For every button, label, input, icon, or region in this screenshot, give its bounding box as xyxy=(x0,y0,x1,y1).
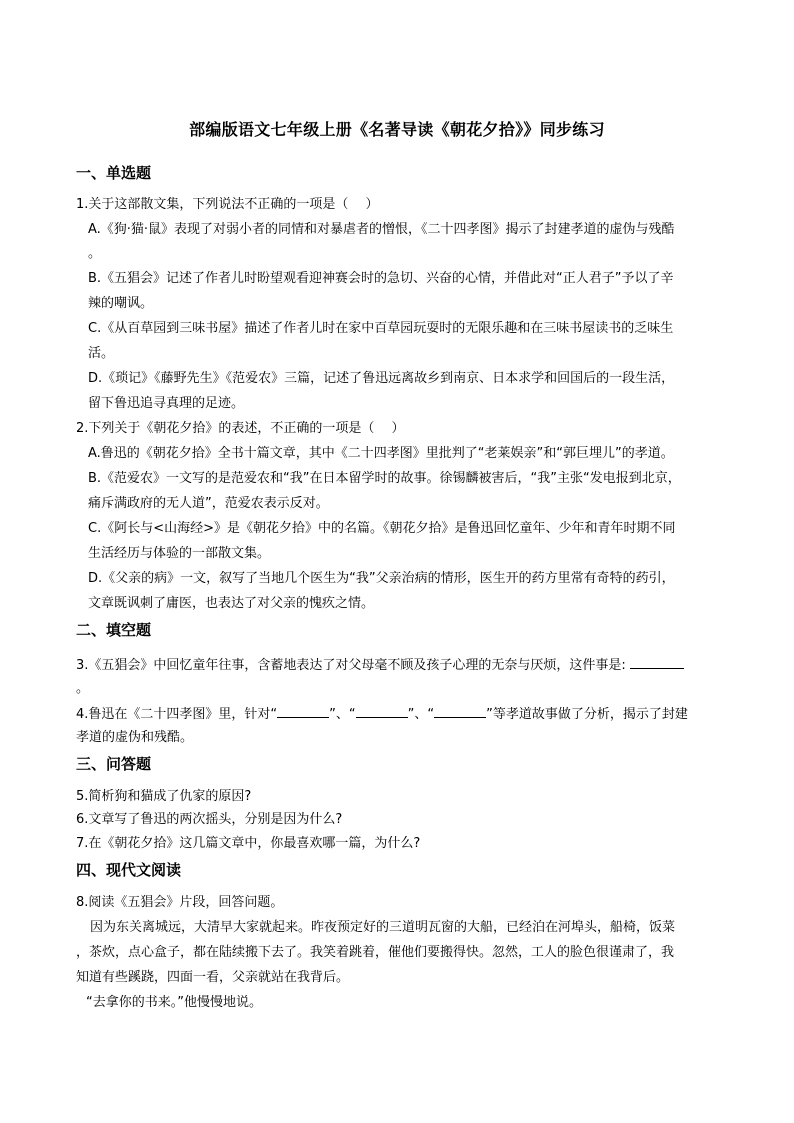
question-2-option-d: D.《父亲的病》一文，叙写了当地几个医生为“我”父亲治病的情形，医生开的药方里常有奇特的药引， xyxy=(88,571,675,586)
question-3-line2: 。 xyxy=(76,681,90,696)
question-1-option-a-cont: 。 xyxy=(88,246,102,261)
question-1-option-c: C.《从百草园到三味书屋》描述了作者儿时在家中百草园玩耍时的无限乐趣和在三味书屋读书的乏味生 xyxy=(88,321,674,336)
question-2-stem: 2.下列关于《朝花夕拾》的表述，不正确的一项是（ ） xyxy=(76,421,405,436)
question-1-option-d: D.《琐记》《藤野先生》《范爱农》三篇，记述了鲁迅远离故乡到南京、日本求学和回国后的一段生活， xyxy=(88,371,675,386)
question-1-option-c-cont: 活。 xyxy=(88,346,115,361)
question-6: 6.文章写了鲁迅的两次摇头，分别是因为什么? xyxy=(76,812,343,827)
question-3-answer-blank[interactable] xyxy=(630,656,684,669)
reading-passage-line: 知道有些蹊跷，四面一看，父亲就站在我背后。 xyxy=(76,970,350,985)
page-title: 部编版语文七年级上册《名著导读《朝花夕拾》》同步练习 xyxy=(189,120,605,139)
reading-passage-line: ，茶炊，点心盒子，都在陆续搬下去了。我笑着跳着，催他们要搬得快。忽然，工人的脸色很谨肃了，我 xyxy=(76,945,675,960)
question-2-option-d-cont: 文章既讽刺了庸医，也表达了对父亲的愧疚之情。 xyxy=(88,596,375,611)
section-heading-short-answer: 三、问答题 xyxy=(76,755,152,773)
question-2-option-c-cont: 生活经历与体验的一部散文集。 xyxy=(88,546,271,561)
question-4-text-2: ”、“ xyxy=(329,707,356,722)
question-1-option-d-cont: 留下鲁迅追寻真理的足迹。 xyxy=(88,396,245,411)
question-4-blank-1[interactable] xyxy=(277,705,329,718)
question-2-option-b-cont: 痛斥满政府的无人道”，范爱农表示反对。 xyxy=(88,496,329,511)
question-7: 7.在《朝花夕拾》这几篇文章中，你最喜欢哪一篇，为什么? xyxy=(76,836,421,851)
question-4-text-1: 4.鲁迅在《二十四孝图》里，针对“ xyxy=(76,707,278,722)
question-1-stem: 1.关于这部散文集，下列说法不正确的一项是（ ） xyxy=(76,197,379,212)
question-4-text-3: ”、“ xyxy=(407,707,435,722)
question-5: 5.简析狗和猫成了仇家的原因? xyxy=(76,789,252,804)
reading-passage-line: “去拿你的书来。”他慢慢地说。 xyxy=(86,995,262,1010)
question-2-option-b: B.《范爱农》一文写的是范爱农和“我”在日本留学时的故事。徐锡麟被害后，“我”主张“发电报到北京， xyxy=(88,471,681,486)
question-2-option-c: C.《阿长与<山海经>》是《朝花夕拾》中的名篇。《朝花夕拾》是鲁迅回忆童年、少年和青年时期不同 xyxy=(88,521,676,536)
question-4-blank-2[interactable] xyxy=(356,705,408,718)
question-8-stem: 8.阅读《五猖会》片段，回答问题。 xyxy=(76,895,284,910)
section-heading-modern-reading: 四、现代文阅读 xyxy=(76,861,182,879)
reading-passage-line: 因为东关离城远，大清早大家就起来。昨夜预定好的三道明瓦窗的大船，已经泊在河埠头，船椅，饭菜 xyxy=(90,920,676,935)
question-1-option-b: B.《五猖会》记述了作者儿时盼望观看迎神赛会时的急切、兴奋的心情，并借此对“正人君子”予以了辛 xyxy=(88,271,674,286)
section-heading-fill-blank: 二、填空题 xyxy=(76,621,152,639)
question-2-option-a: A.鲁迅的《朝花夕拾》全书十篇文章，其中《二十四孝图》里批判了“老莱娱亲”和“郭巨埋儿”的孝道。 xyxy=(88,446,674,461)
question-4-text-4: ”等孝道故事做了分析，揭示了封建 xyxy=(486,707,688,722)
question-4-line2: 孝道的虚伪和残酷。 xyxy=(76,730,194,745)
question-4-line xyxy=(76,705,688,723)
question-3-text: 3.《五猖会》中回忆童年往事，含蓄地表达了对父母毫不顾及孩子心理的无奈与厌烦，这件事是: xyxy=(76,658,626,673)
section-heading-single-choice: 一、单选题 xyxy=(76,164,152,182)
question-4-blank-3[interactable] xyxy=(434,705,486,718)
question-1-option-b-cont: 辣的嘲讽。 xyxy=(88,296,154,311)
question-3-line xyxy=(76,656,684,674)
question-1-option-a: A.《狗·猫·鼠》表现了对弱小者的同情和对暴虐者的憎恨，《二十四孝图》揭示了封建孝道的虚伪与残酷 xyxy=(88,222,675,237)
